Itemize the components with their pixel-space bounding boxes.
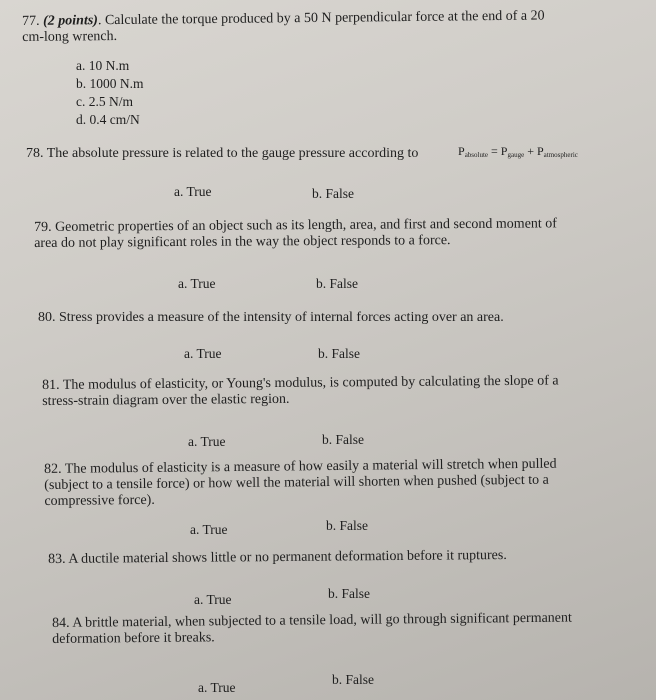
q84-option-b[interactable]: b. False: [332, 672, 374, 687]
q77-text-line2: cm-long wrench.: [22, 29, 118, 45]
q77-number: 77.: [22, 13, 40, 29]
q78-option-a[interactable]: a. True: [174, 184, 212, 199]
q81-option-a[interactable]: a. True: [188, 434, 226, 449]
question-78-text: 78. The absolute pressure is related to the gauge pressure according to: [26, 146, 419, 161]
formula-equals: =: [491, 144, 498, 158]
q77-points: (2 points): [42, 13, 98, 29]
formula-sub-atmospheric: atmospheric: [543, 151, 578, 159]
question-79: [34, 216, 557, 252]
q77-option-d[interactable]: d. 0.4 cm/N: [76, 112, 140, 127]
q82-line2: (subject to a tensile force) or how well the material will shorten when pushed (subject to a: [44, 472, 549, 493]
q82-option-a[interactable]: a. True: [190, 522, 228, 537]
question-84: [52, 611, 572, 648]
q79-option-b[interactable]: b. False: [316, 276, 358, 291]
q80-option-b[interactable]: b. False: [318, 346, 360, 361]
q77-option-a[interactable]: a. 10 N.m: [76, 58, 130, 73]
q84-line1: 84. A brittle material, when subjected to a tensile load, will go through significant permanent: [52, 610, 572, 631]
q83-option-a[interactable]: a. True: [194, 592, 232, 607]
q81-option-b[interactable]: b. False: [322, 432, 364, 447]
formula-plus: +: [527, 144, 534, 158]
formula-sub-absolute: absolute: [464, 151, 489, 159]
formula-p-atm: P: [536, 144, 544, 158]
q77-option-c[interactable]: c. 2.5 N/m: [76, 94, 133, 109]
question-81: [42, 373, 559, 410]
q84-option-a[interactable]: a. True: [198, 680, 236, 695]
question-77: [22, 9, 545, 46]
q79-line1: 79. Geometric properties of an object such as its length, area, and first and second moment of: [34, 216, 557, 235]
formula-p-gauge: P: [500, 144, 508, 158]
formula-sub-gauge: gauge: [507, 151, 525, 159]
formula-p-abs: P: [458, 144, 465, 158]
question-83-text: 83. A ductile material shows little or no permanent deformation before it ruptures.: [48, 547, 507, 567]
q82-line1: 82. The modulus of elasticity is a measure of how easily a material will stretch when pulled: [44, 456, 557, 477]
q83-option-b[interactable]: b. False: [328, 586, 370, 601]
question-82: [44, 457, 557, 510]
question-80-text: 80. Stress provides a measure of the intensity of internal forces acting over an area.: [38, 310, 504, 325]
q82-option-b[interactable]: b. False: [326, 518, 368, 533]
q78-option-b[interactable]: b. False: [312, 186, 354, 201]
q81-line1: 81. The modulus of elasticity, or Young's modulus, is computed by calculating the slope of a: [42, 373, 559, 393]
q77-option-b[interactable]: b. 1000 N.m: [76, 76, 144, 91]
q79-option-a[interactable]: a. True: [178, 276, 216, 291]
q78-formula: [458, 144, 578, 159]
q80-option-a[interactable]: a. True: [184, 346, 222, 361]
q81-line2: stress-strain diagram over the elastic region.: [42, 391, 290, 409]
q79-line2: area do not play significant roles in the way the object responds to a force.: [34, 233, 451, 251]
q84-line2: deformation before it breaks.: [52, 630, 215, 647]
q77-text-line1: . Calculate the torque produced by a 50 N perpendicular force at the end of a 20: [97, 8, 545, 29]
q82-line3: compressive force).: [44, 492, 155, 509]
